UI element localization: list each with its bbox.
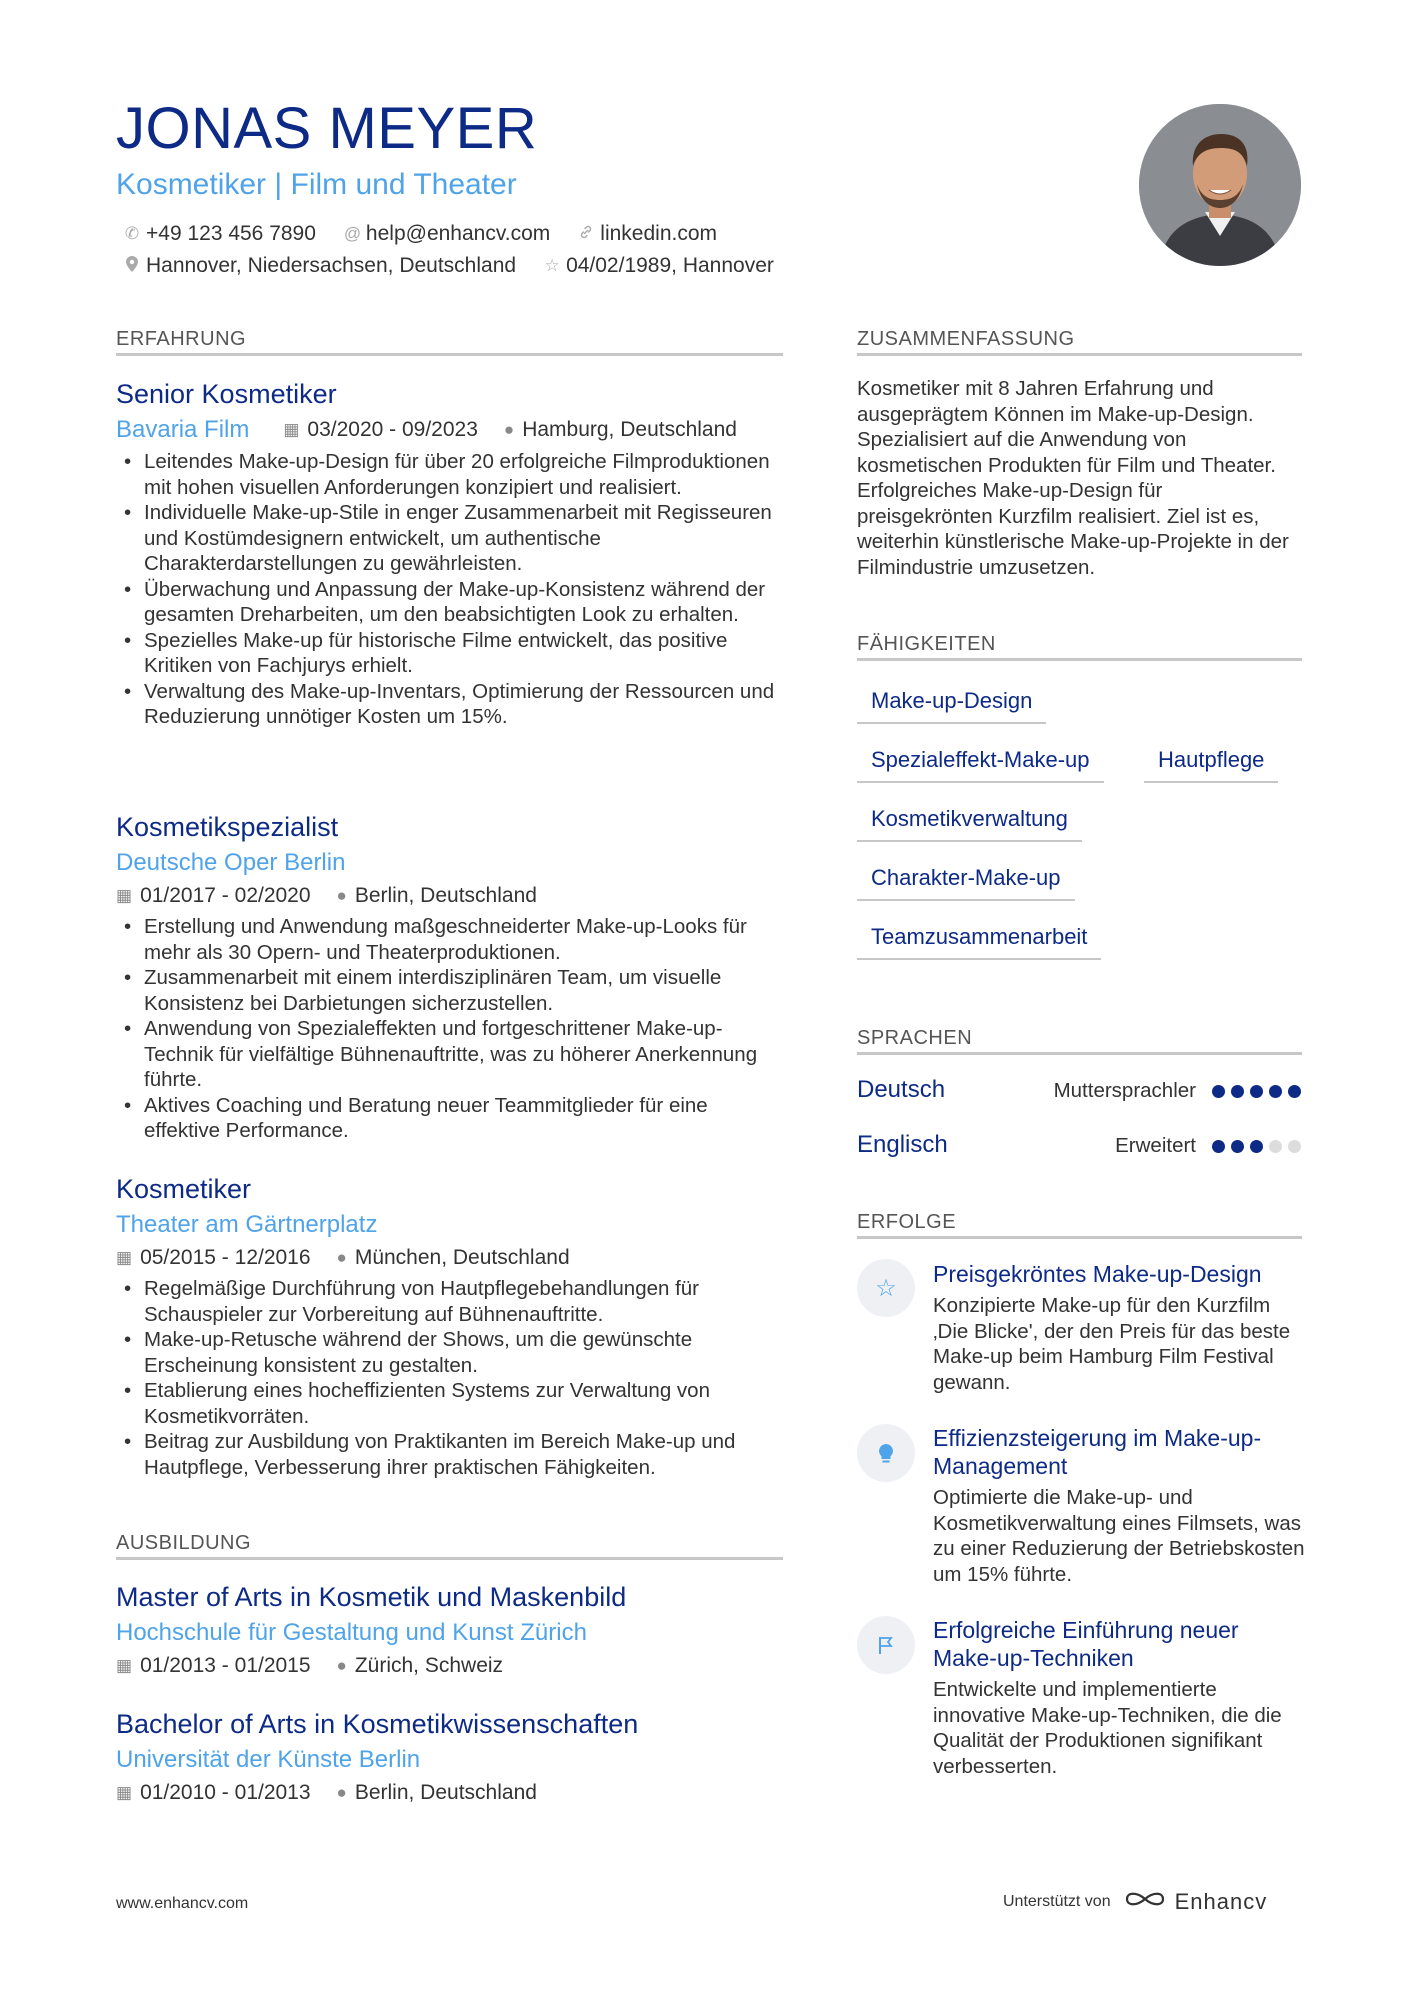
bullet-item: • Verwaltung des Make-up-Inventars, Optimierung der Ressourcen und Reduzierung unnötiger Kosten um 15%.: [116, 679, 786, 730]
skill-tag: Teamzusammenarbeit: [857, 926, 1101, 960]
section-divider: [857, 1236, 1302, 1239]
dates-text: 05/2015 - 12/2016: [140, 1246, 311, 1269]
job-bullets: [116, 1276, 786, 1480]
skill-tag: Make-up-Design: [857, 690, 1046, 724]
email-item[interactable]: [344, 222, 550, 246]
language-level: Erweitert: [1115, 1134, 1196, 1157]
location-pin-icon: ●: [336, 1656, 347, 1675]
dates-text: 01/2010 - 01/2013: [140, 1781, 311, 1804]
job-company-row: [116, 1213, 377, 1237]
edu-location: [337, 1781, 537, 1805]
location-text: München, Deutschland: [354, 1246, 570, 1269]
job-location: [337, 1246, 570, 1270]
location-item: [124, 254, 516, 278]
job-location: [337, 884, 537, 908]
job-meta: [116, 418, 763, 442]
dates-text: 01/2013 - 01/2015: [140, 1654, 311, 1677]
achievement-desc: Entwickelte und implementierte innovative Make-up-Techniken, die die Qualität der Produktionen signifikant verbesserten.: [933, 1678, 1282, 1778]
bullet-item: • Aktives Coaching und Beratung neuer Teammitglieder für eine effektive Performance.: [116, 1093, 786, 1144]
star-outline-icon: ☆: [544, 256, 560, 275]
achievement-title: Erfolgreiche Einführung neuer Make-up-Techniken: [933, 1617, 1239, 1671]
job-meta: [116, 884, 563, 908]
job-dates: [283, 418, 478, 442]
phone-icon: ✆: [124, 224, 140, 243]
bullet-item: • Make-up-Retusche während der Shows, um die gewünschte Erscheinung konsistent zu gestalten.: [116, 1327, 786, 1378]
section-divider: [857, 1052, 1302, 1055]
phone-text: +49 123 456 7890: [146, 222, 316, 245]
location-text: Berlin, Deutschland: [354, 884, 537, 907]
achievement-desc: Konzipierte Make-up für den Kurzfilm ‚Die Blicke', der den Preis für das beste Make-up beim Hamburg Film Festival gewann.: [933, 1294, 1291, 1394]
linkedin-text[interactable]: linkedin.com: [600, 222, 718, 245]
edu-degree: Bachelor of Arts in Kosmetikwissenschaften: [116, 1709, 639, 1739]
rating-dot-filled: [1231, 1140, 1244, 1153]
location-text: Hannover, Niedersachsen, Deutschland: [146, 254, 517, 277]
email-text[interactable]: help@enhancv.com: [365, 222, 551, 245]
brand-name: Enhancv: [1174, 1888, 1268, 1914]
footer-branding: [1003, 1888, 1267, 1915]
job-meta: [116, 1246, 596, 1270]
bullet-item: • Etablierung eines hocheffizienten Systems zur Verwaltung von Kosmetikvorräten.: [116, 1378, 786, 1429]
language-name: Deutsch: [857, 1076, 946, 1103]
rating-dot-filled: [1212, 1140, 1225, 1153]
portrait-image: [1139, 104, 1301, 266]
bullet-item: • Überwachung und Anpassung der Make-up-Konsistenz während der gesamten Dreharbeiten, um den beabsichtigten Look zu erhalten.: [116, 577, 786, 628]
location-text: Hamburg, Deutschland: [522, 418, 737, 441]
candidate-title: Kosmetiker | Film und Theater: [116, 168, 517, 201]
section-title-languages: SPRACHEN: [857, 1027, 973, 1049]
achievement-title: Preisgekröntes Make-up-Design: [933, 1261, 1262, 1287]
location-pin-icon: ●: [336, 886, 347, 905]
rating-dot-filled: [1250, 1085, 1263, 1098]
edu-dates: [116, 1781, 311, 1805]
edu-meta: [116, 1781, 563, 1805]
rating-dot-filled: [1231, 1085, 1244, 1098]
section-divider: [116, 1557, 783, 1560]
job-bullets: [116, 449, 786, 730]
section-title-achievements: ERFOLGE: [857, 1211, 957, 1233]
bullet-item: • Anwendung von Spezialeffekten und fortgeschrittener Make-up-Technik für vielfältige Bühnenauftritte, was zu höherer Anerkennung führte.: [116, 1016, 786, 1093]
calendar-icon: ▦: [116, 886, 133, 905]
section-divider: [857, 353, 1302, 356]
rating-dot-filled: [1250, 1140, 1263, 1153]
profile-photo: [1139, 104, 1301, 266]
section-divider: [116, 353, 783, 356]
rating-dot-filled: [1288, 1085, 1301, 1098]
achievement-desc: Optimierte die Make-up- und Kosmetikverwaltung eines Filmsets, was zu einer Reduzierung der Betriebskosten um 15% führte.: [933, 1486, 1305, 1586]
skill-tag: Charakter-Make-up: [857, 867, 1075, 901]
company-name: Deutsche Oper Berlin: [116, 849, 346, 876]
summary-text: Kosmetiker mit 8 Jahren Erfahrung und ausgeprägtem Können im Make-up-Design. Spezialisiert auf die Anwendung von kosmetischen Produkten für Film und Theater. Erfolgreiches Make-up-Design für preisgekrönten Kurzfilm realisiert. Ziel ist es, weiterhin künstlerische Make-up-Projekte in der Filmindustrie umzusetzen.: [857, 377, 1289, 579]
rating-dot-empty: [1288, 1140, 1301, 1153]
edu-location: [337, 1654, 504, 1678]
bullet-item: • Beitrag zur Ausbildung von Praktikanten im Bereich Make-up und Hautpflege, Verbesserung ihrer praktischen Fähigkeiten.: [116, 1429, 786, 1480]
bullet-item: • Spezielles Make-up für historische Filme entwickelt, das positive Kritiken von Fachjurys erhielt.: [116, 628, 786, 679]
language-name: Englisch: [857, 1131, 948, 1158]
edu-school: Hochschule für Gestaltung und Kunst Zürich: [116, 1619, 587, 1646]
skill-tag: Kosmetikverwaltung: [857, 808, 1082, 842]
job-title: Kosmetiker: [116, 1174, 252, 1204]
location-pin-icon: ●: [336, 1248, 347, 1267]
bullet-item: • Zusammenarbeit mit einem interdisziplinären Team, um visuelle Konsistenz bei Darbietungen sicherzustellen.: [116, 965, 786, 1016]
rating-dot-filled: [1212, 1085, 1225, 1098]
skill-tag: Spezialeffekt-Make-up: [857, 749, 1104, 783]
calendar-icon: ▦: [116, 1248, 133, 1267]
edu-meta: [116, 1654, 529, 1678]
footer-website[interactable]: www.enhancv.com: [116, 1895, 249, 1912]
contact-row-1: [124, 222, 745, 246]
powered-by-text: Unterstützt von: [1003, 1892, 1111, 1910]
enhancv-logo-icon: [1123, 1888, 1167, 1915]
rating-dot-empty: [1269, 1140, 1282, 1153]
bullet-item: • Leitendes Make-up-Design für über 20 erfolgreiche Filmproduktionen mit hohen visuellen Anforderungen konzipiert und realisiert.: [116, 449, 786, 500]
section-divider: [857, 658, 1302, 661]
location-text: Zürich, Schweiz: [354, 1654, 504, 1677]
job-company-row: [116, 851, 345, 875]
candidate-name: JONAS MEYER: [116, 96, 538, 161]
section-title-skills: FÄHIGKEITEN: [857, 633, 996, 655]
section-title-education: AUSBILDUNG: [116, 1532, 252, 1554]
calendar-icon: ▦: [283, 420, 300, 439]
job-dates: [116, 1246, 311, 1270]
location-text: Berlin, Deutschland: [354, 1781, 537, 1804]
job-title: Senior Kosmetiker: [116, 379, 337, 409]
language-rating: [1206, 1140, 1301, 1153]
flag-icon: [857, 1616, 915, 1674]
company-name: Theater am Gärtnerplatz: [116, 1211, 378, 1238]
bullet-item: • Individuelle Make-up-Stile in enger Zusammenarbeit mit Regisseuren und Kostümdesignern entwickelt, um authentische Charakterdarstellungen zu gewährleisten.: [116, 500, 786, 577]
location-pin-icon: ●: [336, 1783, 347, 1802]
location-pin-icon: ●: [503, 420, 515, 439]
at-icon: @: [343, 224, 362, 243]
edu-dates: [116, 1654, 311, 1678]
language-level: Muttersprachler: [1053, 1079, 1196, 1102]
location-pin-icon: [124, 256, 140, 277]
dates-text: 03/2020 - 09/2023: [307, 418, 478, 441]
company-name: Bavaria Film: [116, 416, 250, 443]
phone-item: [124, 222, 316, 246]
section-title-experience: ERFAHRUNG: [116, 328, 247, 350]
calendar-icon: ▦: [116, 1656, 133, 1675]
job-location: [504, 418, 737, 442]
job-dates: [116, 884, 311, 908]
job-bullets: [116, 914, 786, 1144]
dates-text: 01/2017 - 02/2020: [140, 884, 311, 907]
birth-item: [544, 254, 774, 278]
skill-tag: Hautpflege: [1144, 749, 1278, 783]
edu-school: Universität der Künste Berlin: [116, 1746, 421, 1773]
star-icon: ☆: [857, 1259, 915, 1317]
calendar-icon: ▦: [116, 1783, 133, 1802]
section-title-summary: ZUSAMMENFASSUNG: [857, 328, 1075, 350]
edu-degree: Master of Arts in Kosmetik und Maskenbild: [116, 1582, 627, 1612]
linkedin-item[interactable]: [578, 222, 717, 246]
job-title: Kosmetikspezialist: [116, 812, 339, 842]
rating-dot-filled: [1269, 1085, 1282, 1098]
link-icon: [578, 224, 594, 245]
birth-text: 04/02/1989, Hannover: [566, 254, 774, 277]
bullet-item: • Regelmäßige Durchführung von Hautpflegebehandlungen für Schauspieler zur Vorbereitung auf Bühnenauftritte.: [116, 1276, 786, 1327]
lightbulb-icon: [857, 1424, 915, 1482]
language-rating: [1206, 1085, 1301, 1098]
contact-row-2: [124, 254, 802, 278]
achievement-title: Effizienzsteigerung im Make-up-Management: [933, 1425, 1262, 1479]
bullet-item: • Erstellung und Anwendung maßgeschneiderter Make-up-Looks für mehr als 30 Opern- und Theaterproduktionen.: [116, 914, 786, 965]
